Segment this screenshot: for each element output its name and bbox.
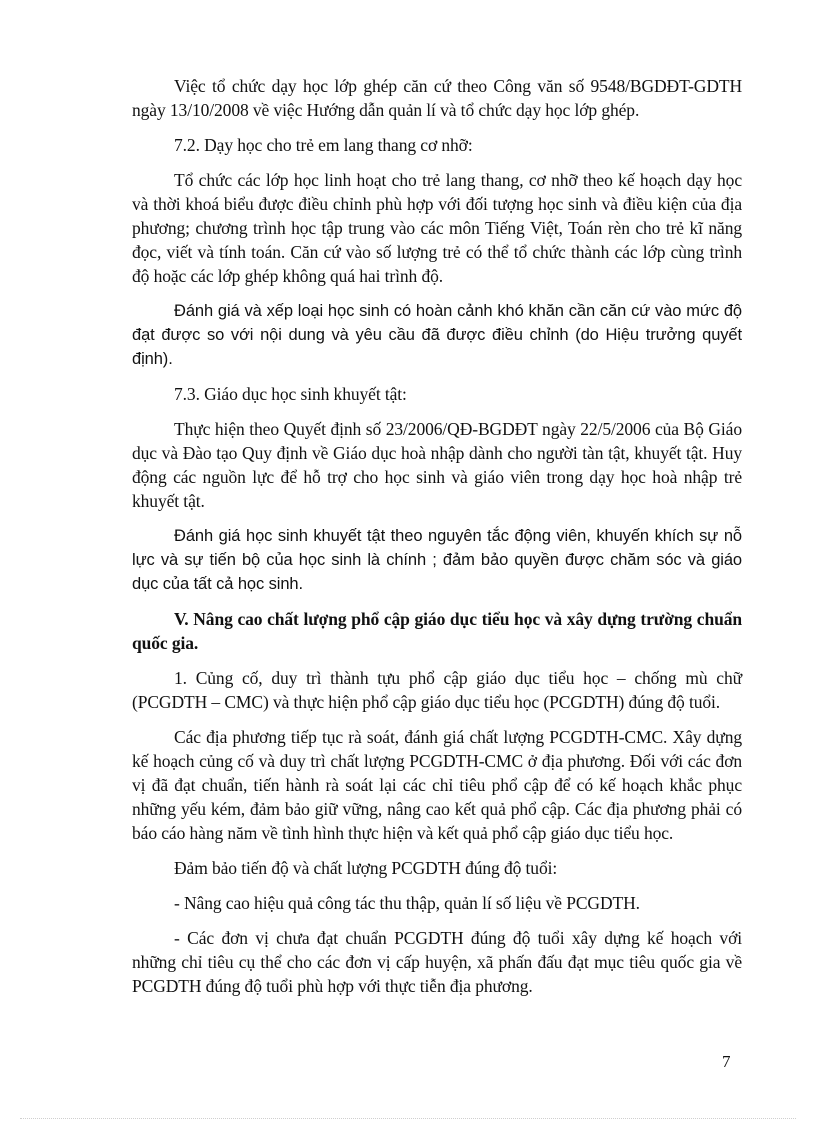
paragraph-danh-gia-khuyet-tat: Đánh giá học sinh khuyết tật theo nguyên tắc động viên, khuyến khích sự nỗ lực và sự tiến bộ của học sinh là chính ; đảm bảo quyền được chăm sóc và giáo dục của tất cả học sinh. (132, 527, 742, 593)
page-number: 7 (722, 1052, 731, 1071)
paragraph-danh-gia-kho-khan: Đánh giá và xếp loại học sinh có hoàn cảnh khó khăn cần căn cứ vào mức độ đạt được so với nội dung và yêu cầu đã được điều chỉnh (do Hiệu trưởng quyết định). (132, 302, 742, 368)
bullet-chua-dat-chuan: - Các đơn vị chưa đạt chuẩn PCGDTH đúng độ tuổi xây dựng kế hoạch với những chỉ tiêu cụ thể cho các đơn vị cấp huyện, xã phấn đấu đạt mục tiêu quốc gia về PCGDTH đúng độ tuổi phù hợp với thực tiễn địa phương. (132, 928, 742, 996)
paragraph-dam-bao: Đảm bảo tiến độ và chất lượng PCGDTH đúng độ tuổi: (174, 858, 558, 878)
paragraph-cung-co: 1. Củng cố, duy trì thành tựu phổ cập giáo dục tiểu học – chống mù chữ (PCGDTH – CMC) và thực hiện phổ cập giáo dục tiểu học (PCGDTH) đúng độ tuổi. (132, 668, 742, 712)
bullet-thu-thap: - Nâng cao hiệu quả công tác thu thập, quản lí số liệu về PCGDTH. (174, 893, 640, 913)
paragraph-ra-soat: Các địa phương tiếp tục rà soát, đánh giá chất lượng PCGDTH-CMC. Xây dựng kế hoạch củng cố và duy trì chất lượng PCGDTH-CMC ở địa phương. Đối với các đơn vị đã đạt chuẩn, tiến hành rà soát lại các chỉ tiêu phổ cập để có kế hoạch khắc phục những yếu kém, đảm bảo giữ vững, nâng cao kết quả phổ cập. Các địa phương phải có báo cáo hàng năm về tình hình thực hiện và kết quả phổ cập giáo dục tiểu học. (132, 727, 742, 843)
page-bottom-divider (20, 1118, 796, 1119)
section-v-heading: V. Nâng cao chất lượng phổ cập giáo dục tiểu học và xây dựng trường chuẩn quốc gia. (132, 609, 742, 653)
paragraph-tre-lang-thang: Tổ chức các lớp học linh hoạt cho trẻ lang thang, cơ nhỡ theo kế hoạch dạy học và thời khoá biểu được điều chỉnh phù hợp với đối tượng học sinh và điều kiện của địa phương; chương trình học tập trung vào các môn Tiếng Việt, Toán rèn cho trẻ kĩ năng đọc, viết và tính toán. Căn cứ vào số lượng trẻ có thể tổ chức thành các lớp cùng trình độ hoặc các lớp ghép không quá hai trình độ. (132, 170, 742, 286)
section-7-3-title: 7.3. Giáo dục học sinh khuyết tật: (174, 384, 407, 404)
section-7-2-title: 7.2. Dạy học cho trẻ em lang thang cơ nhỡ: (174, 135, 473, 155)
paragraph-khuyet-tat: Thực hiện theo Quyết định số 23/2006/QĐ-BGDĐT ngày 22/5/2006 của Bộ Giáo dục và Đào tạo Quy định về Giáo dục hoà nhập dành cho người tàn tật, khuyết tật. Huy động các nguồn lực để hỗ trợ cho học sinh và giáo viên trong dạy học hoà nhập trẻ khuyết tật. (132, 419, 742, 511)
document-body (132, 74, 742, 1009)
paragraph-lop-ghep: Việc tổ chức dạy học lớp ghép căn cứ theo Công văn số 9548/BGDĐT-GDTH ngày 13/10/2008 về việc Hướng dẫn quản lí và tổ chức dạy học lớp ghép. (132, 76, 742, 120)
